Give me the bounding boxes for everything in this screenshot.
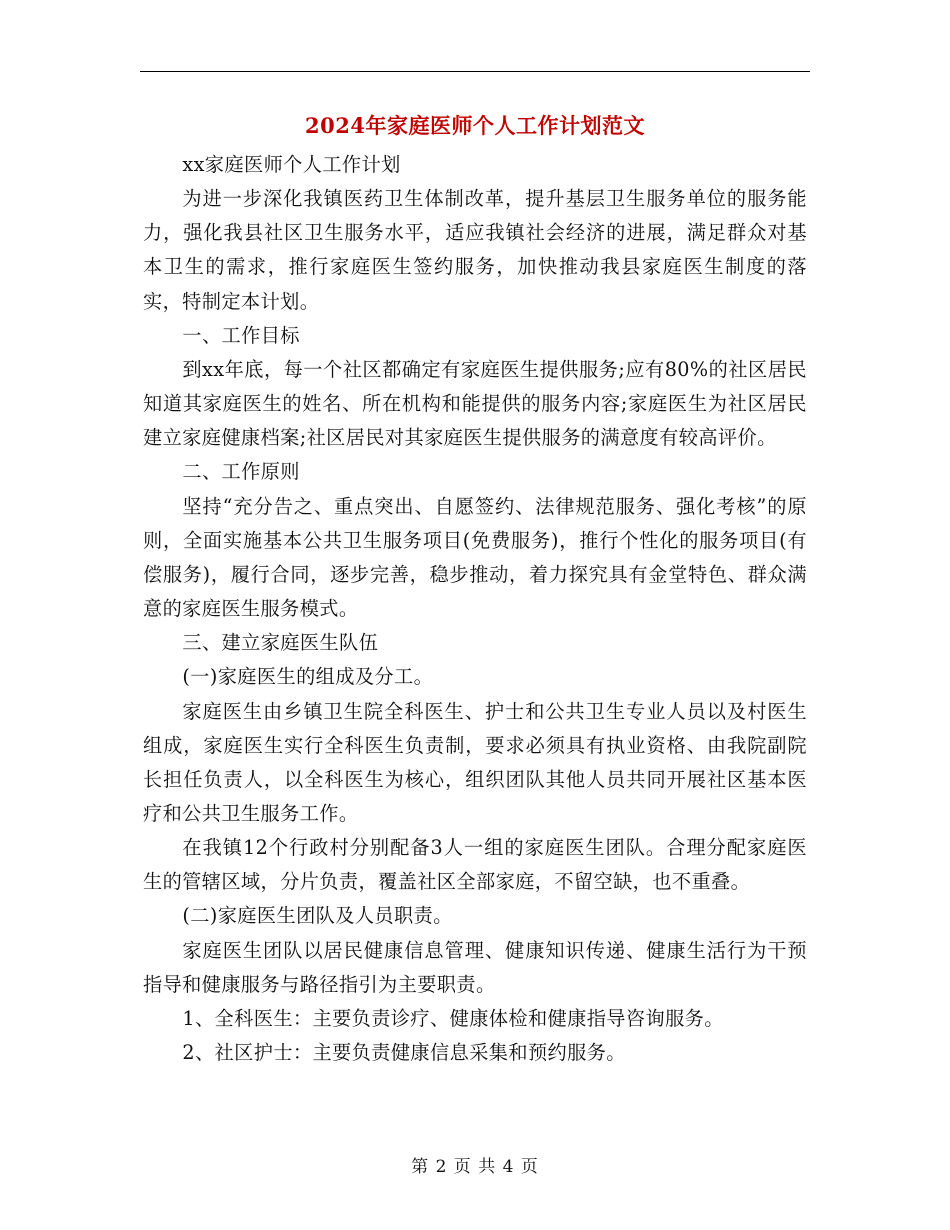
list-item-community-nurse: 2、社区护士：主要负责健康信息采集和预约服务。 <box>182 1041 626 1065</box>
header-rule <box>140 71 810 72</box>
paragraph-composition: 家庭医生由乡镇卫生院全科医生、护士和公共卫生专业人员以及村医生组成，家庭医生实行全科医生负责制，要求必须具有执业资格、由我院副院长担任负责人，以全科医生为核心，组织团队其他人员共同开展社区基本医疗和公共卫生服务工作。 <box>143 699 807 825</box>
list-item-general-practitioner: 1、全科医生：主要负责诊疗、健康体检和健康指导咨询服务。 <box>182 1006 724 1030</box>
section-heading-principles: 二、工作原则 <box>182 460 300 484</box>
subsection-heading-composition: (一)家庭医生的组成及分工。 <box>182 665 434 689</box>
document-body <box>143 148 807 1070</box>
paragraph-intro: 为进一步深化我镇医药卫生体制改革，提升基层卫生服务单位的服务能力，强化我县社区卫生服务水平，适应我镇社会经济的进展，满足群众对基本卫生的需求，推行家庭医生签约服务，加快推动我县家庭医生制度的落实，特制定本计划。 <box>143 187 807 313</box>
paragraph-team-allocation: 在我镇12个行政村分别配备3人一组的家庭医生团队。合理分配家庭医生的管辖区域，分片负责，覆盖社区全部家庭，不留空缺，也不重叠。 <box>143 836 807 894</box>
section-heading-goals: 一、工作目标 <box>182 323 300 347</box>
paragraph-plan-name: xx家庭医师个人工作计划 <box>182 153 401 176</box>
paragraph-principles: 坚持“充分告之、重点突出、自愿签约、法律规范服务、强化考核”的原则，全面实施基本公共卫生服务项目(免费服务)，推行个性化的服务项目(有偿服务)，履行合同，逐步完善，稳步推动，着力探究具有金堂特色、群众满意的家庭医生服务模式。 <box>143 494 807 621</box>
paragraph-duties: 家庭医生团队以居民健康信息管理、健康知识传递、健康生活行为干预指导和健康服务与路径指引为主要职责。 <box>143 938 807 996</box>
subsection-heading-duties: (二)家庭医生团队及人员职责。 <box>182 904 453 928</box>
document-title: 2024年家庭医师个人工作计划范文 <box>305 113 645 138</box>
page-footer: 第 2 页 共 4 页 <box>411 1157 539 1177</box>
paragraph-goals: 到xx年底，每一个社区都确定有家庭医生提供服务;应有80%的社区居民知道其家庭医生的姓名、所在机构和能提供的服务内容;家庭医生为社区居民建立家庭健康档案;社区居民对其家庭医生提供服务的满意度有较高评价。 <box>143 357 807 450</box>
section-heading-team: 三、建立家庭医生队伍 <box>182 631 379 655</box>
